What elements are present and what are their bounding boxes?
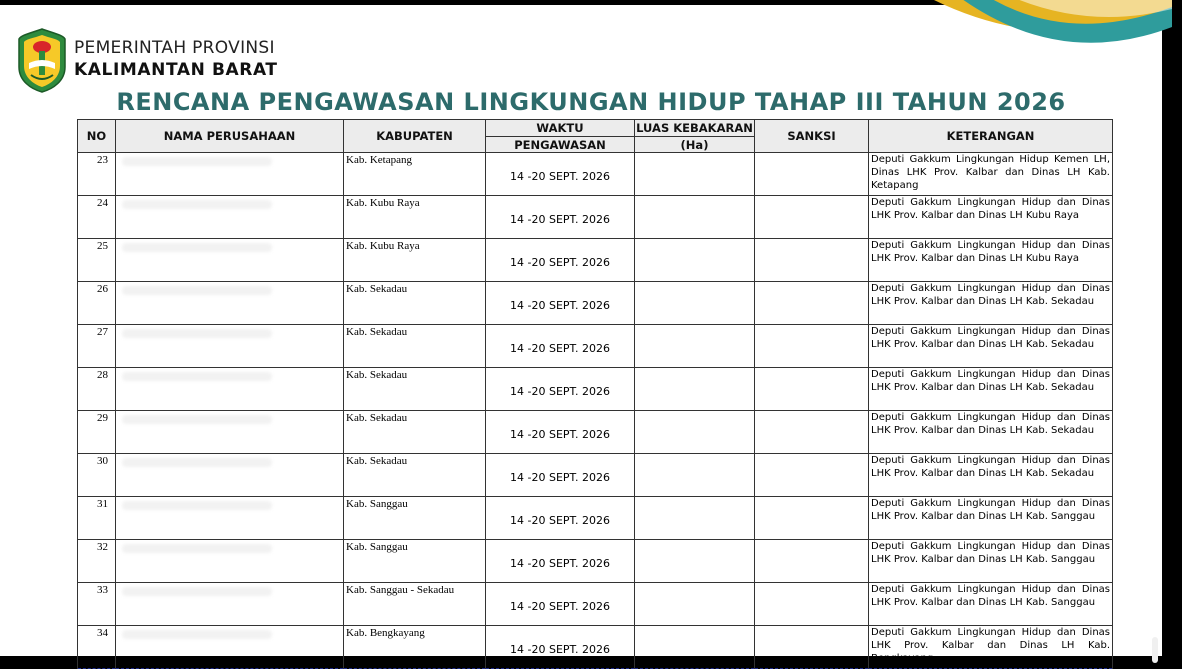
cell-sanksi [755,411,869,454]
cell-waktu: 14 -20 SEPT. 2026 [486,282,635,325]
redacted-company-name [122,243,272,252]
cell-kabupaten: Kab. Bengkayang [344,626,486,669]
cell-kabupaten: Kab. Sekadau [344,411,486,454]
redacted-company-name [122,200,272,209]
cell-kabupaten: Kab. Sanggau [344,497,486,540]
table-body [78,153,1113,669]
table-row [78,583,1113,626]
cell-sanksi [755,626,869,669]
cell-luas [635,239,755,282]
cell-keterangan: Deputi Gakkum Lingkungan Hidup Kemen LH, Dinas LHK Prov. Kalbar dan Dinas LH Kab. Ketapang [869,153,1113,196]
cell-nama-redacted [116,196,344,239]
cell-keterangan: Deputi Gakkum Lingkungan Hidup dan Dinas LHK Prov. Kalbar dan Dinas LH Kab. Sekadau [869,282,1113,325]
cell-waktu: 14 -20 SEPT. 2026 [486,239,635,282]
table-row [78,411,1113,454]
cell-no: 34 [78,626,116,669]
cell-keterangan: Deputi Gakkum Lingkungan Hidup dan Dinas LHK Prov. Kalbar dan Dinas LH Kab. Bengkayang [869,626,1113,669]
cell-kabupaten: Kab. Sekadau [344,325,486,368]
cell-luas [635,411,755,454]
redacted-company-name [122,372,272,381]
cell-no: 30 [78,454,116,497]
cell-sanksi [755,196,869,239]
redacted-company-name [122,415,272,424]
cell-kabupaten: Kab. Sekadau [344,282,486,325]
cell-no: 33 [78,583,116,626]
kalbar-crest-logo [17,27,67,93]
cell-waktu: 14 -20 SEPT. 2026 [486,368,635,411]
cell-kabupaten: Kab. Kubu Raya [344,196,486,239]
col-header-keterangan: KETERANGAN [869,120,1113,153]
col-header-luas: LUAS KEBAKARAN [636,121,753,135]
redacted-company-name [122,501,272,510]
cell-no: 28 [78,368,116,411]
cell-sanksi [755,368,869,411]
cell-sanksi [755,497,869,540]
cell-keterangan: Deputi Gakkum Lingkungan Hidup dan Dinas LHK Prov. Kalbar dan Dinas LH Kubu Raya [869,196,1113,239]
cell-luas [635,368,755,411]
redacted-company-name [122,544,272,553]
cell-waktu: 14 -20 SEPT. 2026 [486,411,635,454]
cell-waktu: 14 -20 SEPT. 2026 [486,626,635,669]
table-row [78,153,1113,196]
redacted-company-name [122,286,272,295]
table-row [78,454,1113,497]
cell-no: 32 [78,540,116,583]
cell-sanksi [755,540,869,583]
col-header-pengawasan: PENGAWASAN [486,137,635,153]
cell-no: 31 [78,497,116,540]
cell-keterangan: Deputi Gakkum Lingkungan Hidup dan Dinas LHK Prov. Kalbar dan Dinas LH Kab. Sekadau [869,454,1113,497]
cell-luas [635,583,755,626]
cell-waktu: 14 -20 SEPT. 2026 [486,540,635,583]
redacted-company-name [122,587,272,596]
cell-luas [635,626,755,669]
table-row [78,497,1113,540]
cell-luas [635,153,755,196]
cell-nama-redacted [116,411,344,454]
cell-nama-redacted [116,282,344,325]
cell-nama-redacted [116,626,344,669]
cell-waktu: 14 -20 SEPT. 2026 [486,153,635,196]
col-header-no: NO [78,120,116,153]
cell-sanksi [755,239,869,282]
cell-kabupaten: Kab. Sekadau [344,368,486,411]
redacted-company-name [122,329,272,338]
cell-no: 25 [78,239,116,282]
col-header-sanksi: SANKSI [755,120,869,153]
col-header-kabupaten: KABUPATEN [344,120,486,153]
cell-kabupaten: Kab. Kubu Raya [344,239,486,282]
cell-nama-redacted [116,540,344,583]
cell-luas [635,282,755,325]
cell-kabupaten: Kab. Sekadau [344,454,486,497]
inspection-schedule-table [77,119,1113,669]
redacted-company-name [122,157,272,166]
cell-luas [635,325,755,368]
cell-luas [635,196,755,239]
cell-keterangan: Deputi Gakkum Lingkungan Hidup dan Dinas LHK Prov. Kalbar dan Dinas LH Kab. Sekadau [869,325,1113,368]
col-header-ha: (Ha) [635,137,755,153]
cell-nama-redacted [116,454,344,497]
table-row [78,626,1113,669]
cell-sanksi [755,325,869,368]
cell-no: 29 [78,411,116,454]
table-row [78,368,1113,411]
cell-kabupaten: Kab. Ketapang [344,153,486,196]
cell-waktu: 14 -20 SEPT. 2026 [486,454,635,497]
cell-no: 24 [78,196,116,239]
header-swoosh-decoration [922,0,1172,59]
cell-sanksi [755,153,869,196]
gov-line-2: KALIMANTAN BARAT [74,60,278,80]
cell-keterangan: Deputi Gakkum Lingkungan Hidup dan Dinas LHK Prov. Kalbar dan Dinas LH Kab. Sanggau [869,497,1113,540]
cell-kabupaten: Kab. Sanggau [344,540,486,583]
table-row [78,540,1113,583]
cell-luas [635,497,755,540]
document-title: RENCANA PENGAWASAN LINGKUNGAN HIDUP TAHAP III TAHUN 2026 [116,88,1066,116]
cell-sanksi [755,454,869,497]
cell-no: 23 [78,153,116,196]
cell-nama-redacted [116,368,344,411]
cell-keterangan: Deputi Gakkum Lingkungan Hidup dan Dinas LHK Prov. Kalbar dan Dinas LH Kab. Sekadau [869,411,1113,454]
cell-sanksi [755,282,869,325]
redacted-company-name [122,630,272,639]
cell-nama-redacted [116,153,344,196]
cell-keterangan: Deputi Gakkum Lingkungan Hidup dan Dinas LHK Prov. Kalbar dan Dinas LH Kab. Sekadau [869,368,1113,411]
table-row [78,282,1113,325]
table-row [78,196,1113,239]
document-page [0,5,1162,664]
cell-nama-redacted [116,497,344,540]
cell-no: 26 [78,282,116,325]
cell-nama-redacted [116,583,344,626]
col-header-waktu: WAKTU [486,120,635,137]
scrollbar-thumb[interactable] [1152,637,1158,663]
cell-no: 27 [78,325,116,368]
cell-keterangan: Deputi Gakkum Lingkungan Hidup dan Dinas LHK Prov. Kalbar dan Dinas LH Kab. Sanggau [869,540,1113,583]
table-row [78,239,1113,282]
table-row [78,325,1113,368]
gov-line-1: PEMERINTAH PROVINSI [74,38,275,58]
cell-sanksi [755,583,869,626]
cell-waktu: 14 -20 SEPT. 2026 [486,196,635,239]
cell-keterangan: Deputi Gakkum Lingkungan Hidup dan Dinas LHK Prov. Kalbar dan Dinas LH Kubu Raya [869,239,1113,282]
col-header-nama: NAMA PERUSAHAAN [116,120,344,153]
cell-waktu: 14 -20 SEPT. 2026 [486,583,635,626]
cell-nama-redacted [116,239,344,282]
cell-kabupaten: Kab. Sanggau - Sekadau [344,583,486,626]
redacted-company-name [122,458,272,467]
cell-keterangan: Deputi Gakkum Lingkungan Hidup dan Dinas LHK Prov. Kalbar dan Dinas LH Kab. Sanggau [869,583,1113,626]
cell-waktu: 14 -20 SEPT. 2026 [486,497,635,540]
cell-nama-redacted [116,325,344,368]
cell-waktu: 14 -20 SEPT. 2026 [486,325,635,368]
cell-luas [635,454,755,497]
cell-luas [635,540,755,583]
